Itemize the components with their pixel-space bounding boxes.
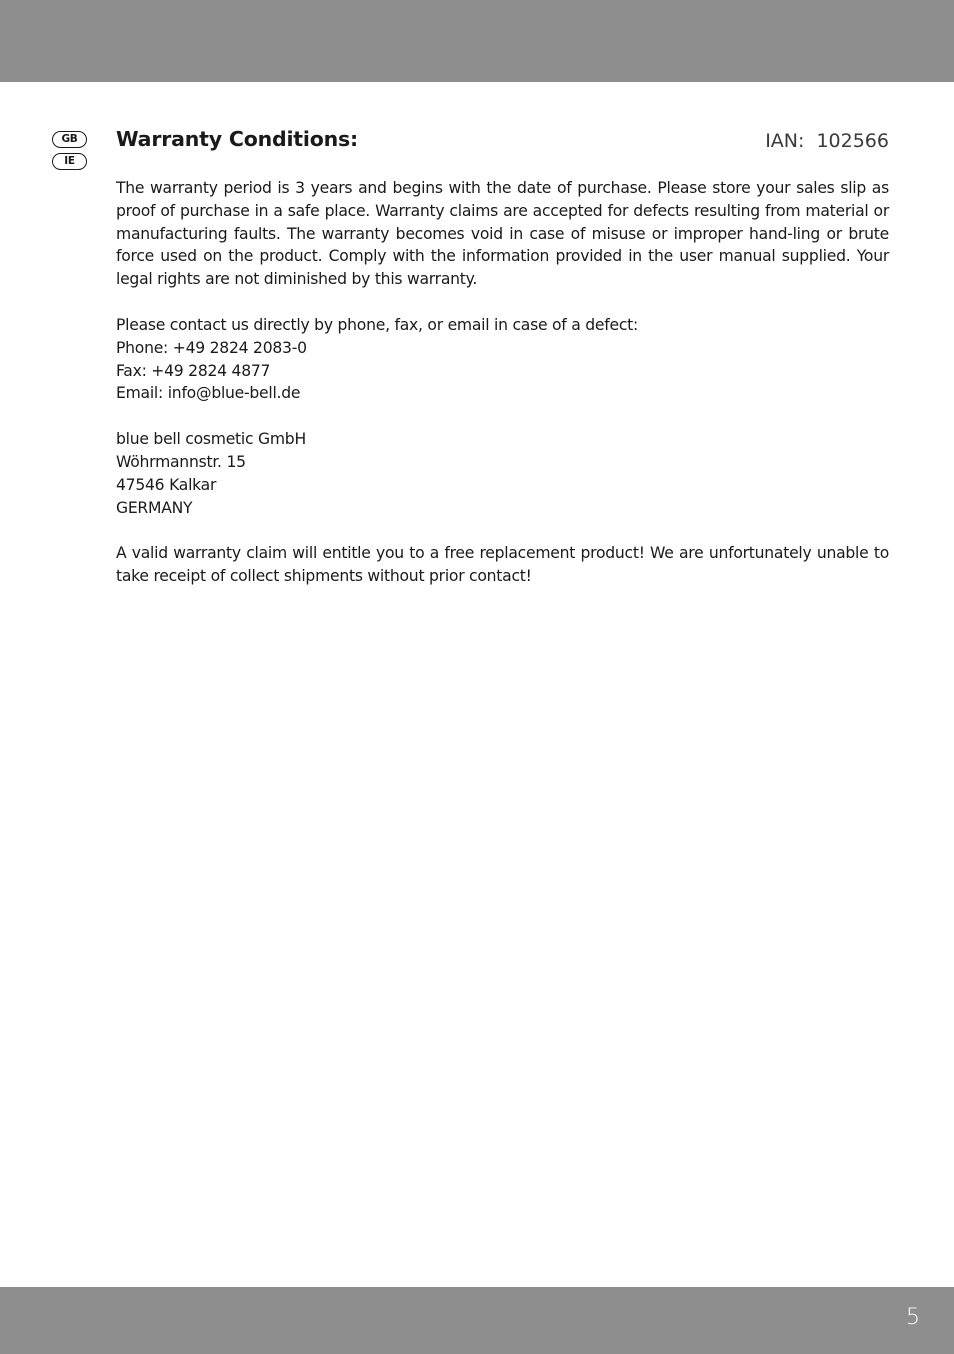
bottom-band xyxy=(0,1287,954,1354)
page-title: Warranty Conditions: xyxy=(116,127,358,151)
top-band xyxy=(0,0,954,82)
ian-number: IAN: 102566 xyxy=(765,130,889,152)
page-number: 5 xyxy=(906,1305,920,1330)
header-row xyxy=(116,127,889,157)
contact-block xyxy=(116,314,889,405)
address-street: Wöhrmannstr. 15 xyxy=(116,452,246,471)
country-badges xyxy=(52,131,88,175)
warranty-content xyxy=(116,127,889,588)
warranty-paragraph: The warranty period is 3 years and begins with the date of purchase. Please store your sales slip as proof of purchase in a safe place. Warranty claims are accepted for defects resulting from material or manufacturing faults. The warranty becomes void in case of misuse or improper hand-ling or brute force used on the product. Comply with the information provided in the user manual supplied. Your legal rights are not diminished by this warranty. xyxy=(116,179,889,289)
address-block xyxy=(116,428,889,519)
country-badge-gb: GB xyxy=(52,131,87,148)
contact-intro: Please contact us directly by phone, fax, or email in case of a defect: xyxy=(116,315,639,334)
country-badge-ie: IE xyxy=(52,153,87,170)
contact-email: Email: info@blue-bell.de xyxy=(116,384,301,403)
contact-phone: Phone: +49 2824 2083-0 xyxy=(116,338,307,357)
address-city: 47546 Kalkar xyxy=(116,475,217,494)
address-country: GERMANY xyxy=(116,498,193,517)
contact-fax: Fax: +49 2824 4877 xyxy=(116,361,271,380)
claim-paragraph: A valid warranty claim will entitle you to a free replacement product! We are unfortunately unable to take receipt of collect shipments without prior contact! xyxy=(116,544,889,586)
address-company: blue bell cosmetic GmbH xyxy=(116,430,306,449)
